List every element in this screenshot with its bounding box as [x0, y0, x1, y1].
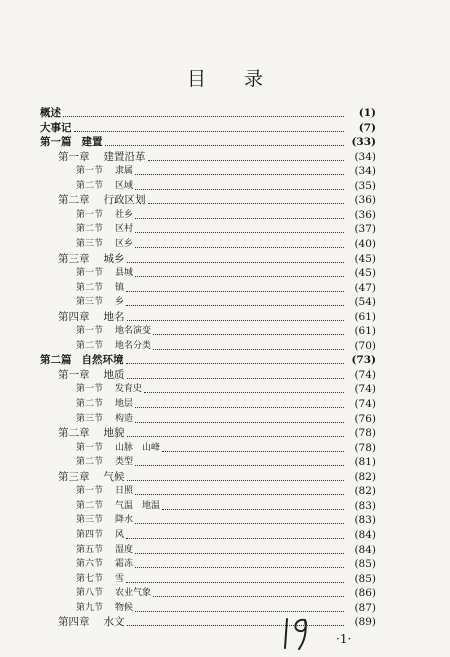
toc-entry-title: 地层	[115, 399, 134, 409]
toc-entry	[76, 412, 376, 427]
toc-leader-dots	[127, 436, 345, 437]
toc-entry-label	[40, 121, 74, 136]
toc-entry-title: 乡	[115, 297, 125, 308]
toc-entry-title: 建置沿革	[103, 150, 146, 163]
toc-entry	[58, 150, 376, 165]
toc-leader-dots	[126, 291, 344, 292]
toc-entry	[58, 310, 376, 325]
toc-entry	[76, 543, 376, 558]
toc-entry-page: (87)	[354, 601, 376, 614]
toc-entry	[40, 106, 376, 121]
toc-leader-dots	[74, 131, 345, 132]
toc-entry-number: 第一节	[76, 209, 104, 220]
toc-leader-dots	[126, 363, 345, 364]
toc-entry-number: 第一节	[76, 166, 104, 177]
toc-entry	[76, 397, 376, 412]
toc-entry-number: 第七节	[76, 573, 104, 584]
page-title	[0, 64, 450, 91]
toc-entry-page: (73)	[351, 354, 376, 367]
toc-entry-title: 建置	[81, 136, 103, 149]
toc-entry	[40, 353, 376, 368]
toc-entry-title: 县城	[115, 268, 134, 279]
toc-entry-label	[58, 368, 127, 383]
toc-entry-label	[58, 426, 127, 441]
toc-leader-dots	[153, 334, 344, 335]
toc-entry-number: 第一节	[76, 384, 104, 395]
toc-leader-dots	[153, 349, 344, 350]
toc-entry-page: (81)	[354, 456, 376, 469]
toc-entry-number: 第一节	[76, 442, 104, 453]
toc-leader-dots	[153, 596, 344, 597]
toc-entry-title: 降水	[115, 515, 134, 526]
toc-entry-title: 概述	[40, 107, 61, 119]
toc-entry-label	[76, 528, 126, 543]
toc-entry-number: 第六节	[76, 559, 104, 570]
toc-entry-number: 第三节	[76, 413, 104, 424]
toc-entry	[76, 266, 376, 281]
toc-entry-title: 雪	[115, 573, 125, 584]
toc-entry-page: (45)	[354, 252, 376, 265]
toc-entry-label	[58, 252, 127, 267]
toc-entry-number: 第二节	[76, 224, 104, 235]
toc-entry-label	[58, 615, 127, 630]
toc-entry-number: 第四节	[76, 529, 104, 540]
toc-entry-label	[76, 179, 135, 194]
toc-entry-page: (70)	[354, 339, 376, 352]
toc-entry-title: 区乡	[115, 238, 134, 249]
toc-entry-title: 气温 地温	[115, 500, 161, 511]
toc-entry-label	[58, 310, 127, 325]
toc-entry-page: (74)	[354, 398, 376, 410]
toc-entry	[76, 281, 376, 296]
toc-entry-page: (47)	[354, 281, 376, 294]
toc-entry-number: 第一章	[58, 150, 90, 163]
toc-entry	[76, 222, 376, 237]
toc-leader-dots	[126, 538, 344, 539]
toc-entry	[76, 528, 376, 543]
toc-entry	[76, 208, 376, 223]
handwritten-page-mark	[283, 614, 313, 650]
toc-entry-title: 气候	[103, 470, 125, 483]
toc-leader-dots	[148, 160, 345, 161]
toc-entry-page: (86)	[354, 587, 376, 600]
toc-entry-number: 第八节	[76, 588, 104, 599]
toc-entry-number: 第二章	[58, 427, 90, 440]
toc-leader-dots	[63, 116, 344, 117]
toc-entry-number: 第一节	[76, 486, 104, 497]
toc-entry-number: 第二章	[58, 194, 90, 207]
toc-entry-number: 第四章	[58, 310, 90, 323]
toc-entry-label	[76, 513, 135, 528]
toc-entry-title: 行政区划	[103, 194, 146, 207]
toc-entry-number: 第二节	[76, 399, 104, 409]
toc-leader-dots	[135, 232, 344, 233]
toc-entry-page: (74)	[354, 383, 376, 396]
toc-entry-page: (76)	[354, 412, 376, 425]
toc-leader-dots	[144, 392, 344, 393]
toc-entry-number: 第五节	[76, 544, 104, 555]
toc-leader-dots	[135, 465, 344, 466]
toc-entry	[76, 601, 376, 616]
toc-entry-label	[76, 164, 135, 179]
toc-entry-number: 第二节	[76, 457, 104, 468]
toc-entry-number: 第一节	[76, 268, 104, 279]
toc-entry-title: 地质	[103, 368, 125, 381]
toc-entry-label	[58, 150, 148, 165]
toc-entry-page: (7)	[358, 121, 376, 134]
toc-entry	[76, 455, 376, 470]
toc-entry-label	[40, 353, 126, 368]
toc-entry-title: 日照	[115, 486, 134, 497]
toc-entry-number: 第二节	[76, 340, 104, 351]
toc-entry-label	[76, 382, 144, 397]
toc-entry-page: (85)	[354, 572, 376, 585]
toc-entry-page: (36)	[354, 194, 376, 207]
toc-entry-page: (35)	[354, 179, 376, 192]
toc-entry	[76, 237, 376, 252]
toc-entry-page: (61)	[354, 310, 376, 323]
toc-entry-label	[76, 222, 135, 237]
toc-leader-dots	[127, 320, 345, 321]
toc-entry-page: (37)	[354, 223, 376, 236]
toc-entry-page: (34)	[354, 150, 376, 163]
toc-entry-number: 第一章	[58, 368, 90, 381]
toc-entry-label	[58, 470, 127, 485]
toc-entry-title: 地名演变	[115, 326, 152, 337]
page-title-char: 目	[186, 68, 206, 90]
toc-entry-page: (1)	[358, 107, 376, 119]
toc-leader-dots	[127, 378, 345, 379]
toc-entry-page: (40)	[354, 237, 376, 250]
toc-entry-title: 地名	[103, 310, 125, 323]
toc-leader-dots	[135, 218, 344, 219]
toc-entry-title: 区村	[115, 224, 134, 235]
toc-leader-dots	[126, 305, 344, 306]
toc-leader-dots	[105, 145, 345, 146]
toc-entry-title: 山脉 山峰	[115, 442, 161, 453]
toc-leader-dots	[135, 407, 344, 408]
toc-entry-title: 农业气象	[115, 588, 152, 599]
toc-entry	[58, 193, 376, 208]
toc-entry-title: 大事记	[40, 121, 72, 134]
toc-entry-number: 第三节	[76, 515, 104, 526]
toc-entry-number: 第二节	[76, 180, 104, 191]
toc-entry-label	[76, 543, 135, 558]
toc-entry-label	[76, 281, 126, 296]
toc-leader-dots	[135, 494, 344, 495]
toc-entry-number: 第三节	[76, 238, 104, 249]
toc-entry-label	[76, 266, 135, 281]
toc-entry-page: (45)	[354, 267, 376, 280]
toc-leader-dots	[135, 189, 344, 190]
toc-entry-title: 发育史	[115, 384, 143, 395]
toc-entry	[76, 499, 376, 514]
toc-entry	[76, 382, 376, 397]
toc-entry-number: 第四章	[58, 616, 90, 629]
toc-entry-number: 第三节	[76, 297, 104, 308]
toc-entry-page: (82)	[354, 485, 376, 498]
toc-entry-title: 风	[115, 529, 125, 540]
toc-entry-label	[76, 397, 135, 412]
toc-entry-number: 第三章	[58, 470, 90, 483]
toc-leader-dots	[162, 509, 344, 510]
toc-entry	[58, 426, 376, 441]
toc-entry-label	[76, 208, 135, 223]
toc-entry-title: 隶属	[115, 166, 134, 177]
toc-entry-title: 镇	[115, 282, 125, 293]
toc-leader-dots	[127, 262, 345, 263]
toc-leader-dots	[135, 611, 344, 612]
toc-entry-title: 湿度	[115, 544, 134, 555]
toc-entry-title: 构造	[115, 413, 134, 424]
toc-entry	[40, 135, 376, 150]
toc-entry	[76, 179, 376, 194]
toc-entry-number: 第三章	[58, 252, 90, 265]
toc-leader-dots	[135, 174, 344, 175]
toc-entry-number: 第一篇	[40, 136, 72, 149]
toc-entry-label	[76, 601, 135, 616]
toc-entry-title: 类型	[115, 457, 134, 468]
toc-entry-label	[76, 499, 162, 514]
toc-entry-number: 第二节	[76, 500, 104, 511]
toc-entry	[76, 324, 376, 339]
toc-entry-title: 水文	[103, 616, 125, 629]
toc-entry-label	[76, 455, 135, 470]
toc-entry-page: (83)	[354, 499, 376, 512]
toc-leader-dots	[135, 422, 344, 423]
toc-entry	[76, 339, 376, 354]
toc-entry-number: 第一节	[76, 326, 104, 337]
toc-leader-dots	[135, 247, 344, 248]
toc-entry-title: 地貌	[103, 427, 125, 440]
toc-entry-page: (78)	[354, 441, 376, 454]
toc-entry-title: 社乡	[115, 209, 134, 220]
toc-entry-label	[40, 106, 63, 121]
toc-leader-dots	[126, 582, 344, 583]
page-title-char: 录	[244, 68, 264, 90]
toc-entry-page: (84)	[354, 543, 376, 556]
toc-entry-page: (78)	[354, 427, 376, 440]
toc-entry-page: (84)	[354, 528, 376, 541]
toc-entry-title: 城乡	[103, 252, 125, 265]
toc-leader-dots	[135, 523, 344, 524]
toc-entry	[76, 295, 376, 310]
toc-entry-label	[76, 441, 162, 456]
toc-entry-page: (85)	[354, 558, 376, 571]
toc-entry	[58, 470, 376, 485]
toc-entry	[40, 121, 376, 136]
toc-entry	[76, 586, 376, 601]
toc-entry-page: (89)	[354, 616, 376, 629]
toc-entry-page: (36)	[354, 208, 376, 221]
toc-entry-label	[76, 295, 126, 310]
toc-entry	[76, 164, 376, 179]
toc-entry-page: (33)	[351, 136, 376, 149]
toc-entry-page: (82)	[354, 470, 376, 483]
toc-entry-title: 物候	[115, 602, 134, 613]
toc-leader-dots	[162, 451, 344, 452]
toc-entry-page: (34)	[354, 165, 376, 178]
toc-entry-label	[58, 193, 148, 208]
toc-entry	[76, 572, 376, 587]
toc-entry-label	[76, 339, 153, 354]
toc-entry	[58, 615, 376, 630]
toc-entry-label	[76, 324, 153, 339]
toc-entry-page: (54)	[354, 296, 376, 309]
toc-entry-page: (61)	[354, 325, 376, 338]
toc-leader-dots	[148, 203, 345, 204]
toc-entry-number: 第二节	[76, 282, 104, 293]
toc-leader-dots	[135, 553, 344, 554]
toc-entry-page: (74)	[354, 368, 376, 381]
toc-entry-number: 第二篇	[40, 354, 72, 367]
page-number: ·1·	[336, 632, 352, 646]
toc-leader-dots	[135, 276, 344, 277]
toc-leader-dots	[135, 567, 344, 568]
toc-entry-page: (83)	[354, 514, 376, 527]
toc-entry-label	[40, 135, 105, 150]
toc-entry-label	[76, 572, 126, 587]
toc-entry-title: 自然环境	[81, 354, 124, 367]
toc-entry	[76, 557, 376, 572]
toc-entry-label	[76, 237, 135, 252]
toc-leader-dots	[127, 480, 345, 481]
toc-entry	[76, 441, 376, 456]
toc-entry-title: 地名分类	[115, 340, 152, 351]
toc-entry-number: 第九节	[76, 602, 104, 613]
toc-entry-title: 霜冻	[115, 559, 134, 570]
toc-entry-label	[76, 484, 135, 499]
toc-entry-label	[76, 586, 153, 601]
toc-entry	[58, 252, 376, 267]
toc-entry	[76, 484, 376, 499]
toc-entry-label	[76, 557, 135, 572]
toc-entry-label	[76, 412, 135, 427]
toc-entry	[58, 368, 376, 383]
toc-entry-title: 区域	[115, 180, 134, 191]
toc-entry	[76, 513, 376, 528]
